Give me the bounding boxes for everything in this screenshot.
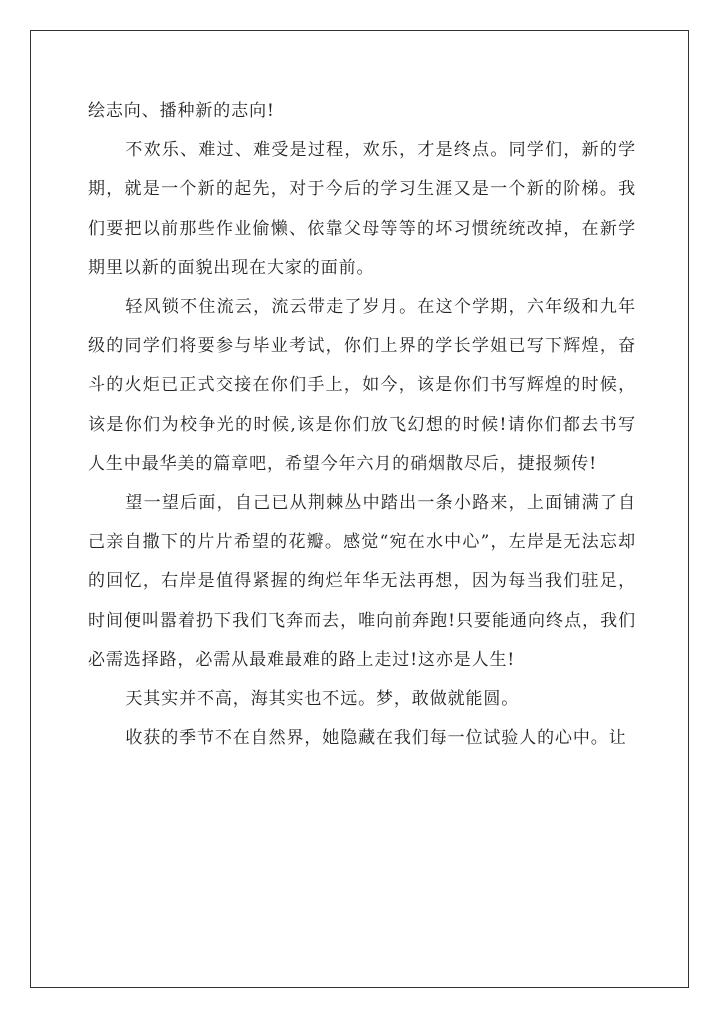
paragraph-3: 轻风锁不住流云，流云带走了岁月。在这个学期，六年级和九年级的同学们将要参与毕业考试，你们上界的学长学姐已写下辉煌，奋斗的火炬已正式交接在你们手上，如今，该是你们书写辉煌的时候，该是你们为校争光的时候,该是你们放飞幻想的时候!请你们都去书写人生中最华美的篇章吧，希望今年六月的硝烟散尽后，捷报频传! xyxy=(88,297,636,474)
paragraph-1: 绘志向、播种新的志向! xyxy=(88,101,275,121)
document-body xyxy=(88,92,636,758)
paragraph-5: 天其实并不高，海其实也不远。梦，敢做就能圆。 xyxy=(125,689,520,710)
paragraph-6: 收获的季节不在自然界，她隐藏在我们每一位试验人的心中。让 xyxy=(125,728,627,749)
paragraph-2: 不欢乐、难过、难受是过程，欢乐，才是终点。同学们，新的学期，就是一个新的起先，对于今后的学习生涯又是一个新的阶梯。我们要把以前那些作业偷懒、依靠父母等等的坏习惯统统改掉，在新学期里以新的面貌出现在大家的面前。 xyxy=(88,140,636,278)
paragraph-4: 望一望后面，自己已从荆棘丛中踏出一条小路来，上面铺满了自己亲自撒下的片片希望的花瓣。感觉“宛在水中心”，左岸是无法忘却的回忆，右岸是值得紧握的绚烂年华无法再想，因为每当我们驻足，时间便叫嚣着扔下我们飞奔而去，唯向前奔跑!只要能通向终点，我们必需选择路，必需从最难最难的路上走过!这亦是人生! xyxy=(88,493,636,670)
